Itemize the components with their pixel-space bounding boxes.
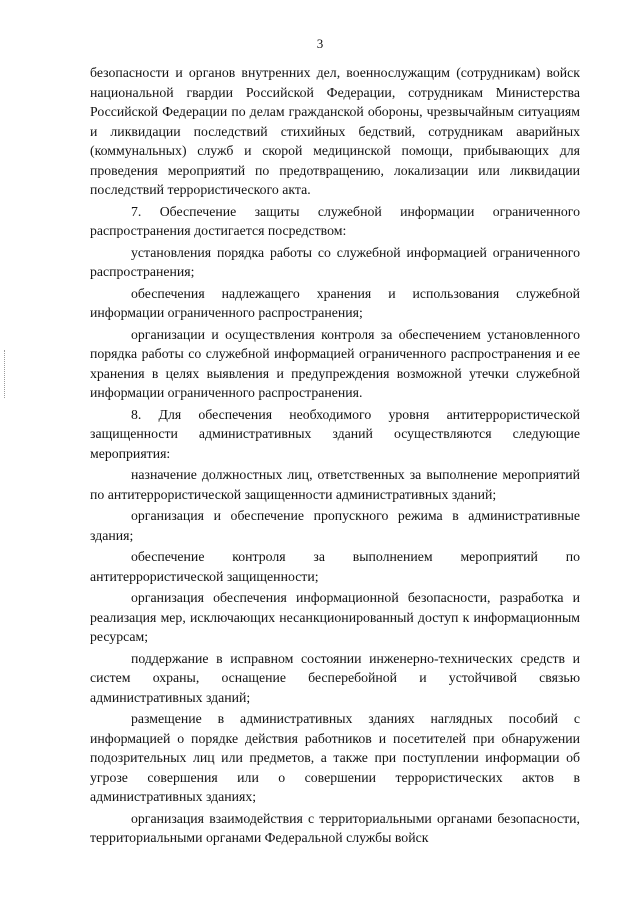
paragraph-item-8-sub-3: обеспечение контроля за выполнением мероприятий по антитеррористической защищенности; bbox=[90, 549, 580, 584]
paragraph-item-7: 7. Обеспечение защиты служебной информации ограниченного распространения достигается посредством: bbox=[90, 203, 580, 238]
paragraph-item-7-sub-3: организации и осуществления контроля за обеспечением установленного порядка работы со служебной информацией ограниченного распространения и ее хранения в целях выявления и предупреждения возможной утечки служебной информации ограниченного распространения. bbox=[90, 326, 580, 400]
document-body bbox=[90, 63, 580, 850]
paragraph-item-7-sub-2: обеспечения надлежащего хранения и использования служебной информации ограниченного распространения; bbox=[90, 285, 580, 320]
page-number: 3 bbox=[316, 36, 324, 51]
paragraph-item-8-sub-7: организация взаимодействия с территориальными органами безопасности, территориальными органами Федеральной службы войск bbox=[90, 810, 580, 845]
paragraph-item-8-sub-4: организация обеспечения информационной безопасности, разработка и реализация мер, исключающих несанкционированный доступ к информационным ресурсам; bbox=[90, 590, 580, 644]
paragraph-continuation: безопасности и органов внутренних дел, военнослужащим (сотрудникам) войск национальной гвардии Российской Федерации, сотрудникам Министерства Российской Федерации по делам гражданской обороны, чрезвычайным ситуациям и ликвидации последствий стихийных бедствий, сотрудникам аварийных (коммунальных) служб и скорой медицинской помощи, прибывающих для проведения мероприятий по предотвращению, локализации или ликвидации последствий террористического акта. bbox=[90, 65, 580, 197]
paragraph-item-7-sub-1: установления порядка работы со служебной информацией ограниченного распространения; bbox=[90, 244, 580, 279]
paragraph-item-8-sub-6: размещение в административных зданиях наглядных пособий с информацией о порядке действия работников и посетителей при обнаружении подозрительных лиц или предметов, а также при поступлении информации об угрозе совершения или о совершении террористических актов в административных зданиях; bbox=[90, 711, 580, 804]
paragraph-item-8-sub-2: организация и обеспечение пропускного режима в административные здания; bbox=[90, 508, 580, 543]
margin-scan-mark bbox=[4, 350, 6, 398]
paragraph-item-8-sub-1: назначение должностных лиц, ответственных за выполнение мероприятий по антитеррористической защищенности административных зданий; bbox=[90, 467, 580, 502]
paragraph-item-8-sub-5: поддержание в исправном состоянии инженерно-технических средств и систем охраны, оснащение бесперебойной и устойчивой связью административных зданий; bbox=[90, 650, 580, 705]
paragraph-item-8: 8. Для обеспечения необходимого уровня антитеррористической защищенности административных зданий осуществляются следующие мероприятия: bbox=[90, 406, 580, 461]
